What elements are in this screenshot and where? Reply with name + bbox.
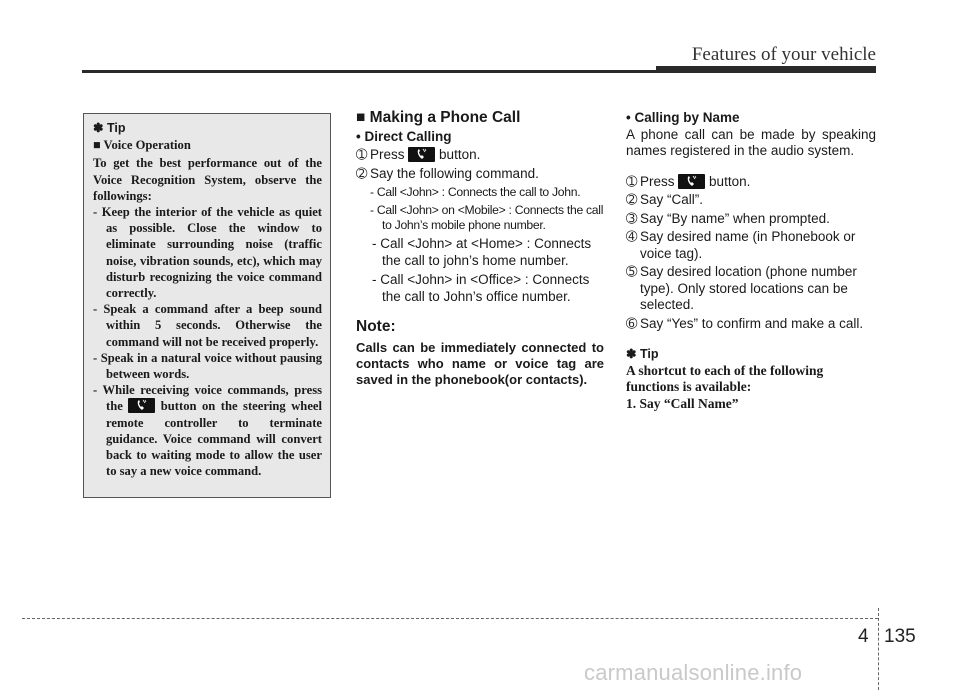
step-number: ➃ bbox=[626, 229, 638, 244]
step-text: Say “Call”. bbox=[640, 192, 704, 207]
step-3 bbox=[626, 211, 876, 228]
footer-rule bbox=[22, 618, 878, 619]
voice-talk-button-icon bbox=[678, 174, 705, 189]
step-number: ➁ bbox=[626, 192, 638, 207]
section-title: ■ Making a Phone Call bbox=[356, 109, 521, 126]
watermark: carmanualsonline.info bbox=[584, 660, 803, 685]
tip-heading: ✽ Tip bbox=[626, 347, 659, 361]
tip-item: - Keep the interior of the vehicle as quiet as possible. Close the window to eliminate surrounding noise (traffic noise, vibration sounds, etc), which may disturb recognizing the voice command correctly. bbox=[93, 205, 322, 301]
direct-calling-title: • Direct Calling bbox=[356, 128, 452, 144]
step-number: ➀ bbox=[626, 173, 638, 189]
note-title: Note: bbox=[356, 318, 396, 335]
page-number: 135 bbox=[884, 626, 916, 647]
step-2 bbox=[356, 166, 604, 183]
step-number: ➅ bbox=[626, 315, 638, 331]
tip-item: - Speak a command after a beep sound within 5 seconds. Otherwise the command will not be received properly. bbox=[93, 302, 322, 349]
calling-by-name-title: • Calling by Name bbox=[626, 110, 740, 125]
command-item: - Call <John> on <Mobile> : Connects the call to John’s mobile phone number. bbox=[370, 203, 604, 232]
step-text: Say desired location (phone number type). Only stored locations can be selected. bbox=[640, 264, 857, 312]
tip-box bbox=[83, 113, 331, 498]
command-item: - Call <John> : Connects the call to John. bbox=[370, 185, 581, 199]
tip-subheading: ■ Voice Operation bbox=[93, 138, 191, 153]
step-number: ➁ bbox=[356, 165, 368, 181]
tip-intro: To get the best performance out of the Voice Recognition System, observe the followings: bbox=[93, 156, 322, 203]
tip-item-text-before: - While receiving voice commands, press the bbox=[93, 383, 322, 414]
command-item: - Call <John> in <Office> : Connects the call to John’s office number. bbox=[372, 272, 590, 304]
step-number: ➂ bbox=[626, 210, 638, 226]
step-2 bbox=[626, 192, 876, 209]
header-title: Features of your vehicle bbox=[691, 44, 876, 65]
step-number: ➄ bbox=[626, 264, 638, 279]
voice-talk-button-icon bbox=[408, 147, 435, 162]
step-text-after: button. bbox=[439, 147, 481, 162]
tip-item: - Speak in a natural voice without pausing between words. bbox=[93, 350, 322, 382]
note-text: Calls can be immediately connected to contacts who name or voice tag are saved in the phonebook(or contacts). bbox=[356, 339, 604, 387]
header-rule-accent bbox=[656, 66, 876, 73]
step-text-after: button. bbox=[709, 173, 751, 189]
calling-by-name-column bbox=[626, 110, 876, 412]
tip-heading: ✽ Tip bbox=[93, 121, 126, 135]
tip-item-press-button bbox=[93, 382, 322, 479]
step-text: Say desired name (in Phonebook or voice tag). bbox=[640, 229, 856, 261]
step-text-before: Press bbox=[640, 173, 675, 189]
command-item: - Call <John> at <Home> : Connects the call to john’s home number. bbox=[372, 236, 592, 268]
step-1 bbox=[356, 147, 604, 164]
calling-by-name-intro: A phone call can be made by speaking names registered in the audio system. bbox=[626, 126, 876, 158]
step-5 bbox=[626, 264, 876, 314]
tip-item: 1. Say “Call Name” bbox=[626, 395, 739, 411]
step-text: Say “Yes” to confirm and make a call. bbox=[640, 315, 864, 331]
step-text-before: Press bbox=[370, 147, 405, 162]
step-1 bbox=[626, 174, 876, 191]
tip-item-text-after: button on the steering wheel remote controller to terminate guidance. Voice command will convert back to waiting mode to allow the user to say a new voice command. bbox=[106, 399, 322, 479]
step-6 bbox=[626, 316, 876, 333]
step-text: Say the following command. bbox=[370, 165, 539, 181]
footer-divider bbox=[878, 608, 879, 690]
voice-talk-button-icon bbox=[128, 398, 155, 413]
making-call-column bbox=[356, 110, 604, 388]
step-number: ➀ bbox=[356, 147, 368, 162]
tip-text: A shortcut to each of the following functions is available: bbox=[626, 362, 824, 394]
step-text: Say “By name” when prompted. bbox=[640, 210, 830, 226]
step-4 bbox=[626, 229, 876, 262]
chapter-number: 4 bbox=[858, 626, 869, 647]
